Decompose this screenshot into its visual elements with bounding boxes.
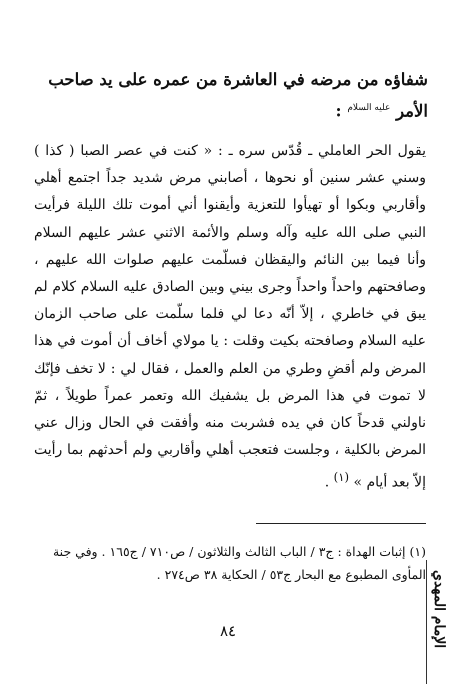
paragraph-text: يقول الحر العاملي ـ قُدّس سره ـ : « كنت في عصر الصبا ( كذا ) وسني عشر سنين أو نحوها ، أصابني مرض شديد جداً اجتمع أهلي وأقاربي وبكوا أو تهيأوا للتعزية وأيقنوا أني أموت تلك الليلة فرأيت النبي صلى الله عليه وآله وسلم والأئمة الاثني عشر عليهم السلام وأنا فيما بين النائم واليقظان فسلّمت عليهم صلوات الله عليهم ، وصافحتهم واحداً واحداً وجرى بيني وبين الصادق عليه السلام كلام لم يبق في خاطري ، إلاّ أنّه دعا لي فلما سلّمت على صاحب الزمان عليه السلام وصافحته بكيت وقلت : يا مولاي أخاف أن أموت في هذا المرض ولم أقضِ وطري من العلم والعمل ، فقال لي : لا تخف فإنّك لا تموت في هذا المرض بل يشفيك الله وتعمر عمراً طويلاً ، ثمّ ناولني قدحاً كان في يده فشربت منه وأفقت في الحال وزال عني المرض بالكلية ، وجلست فتعجب أهلي وأقاربي ولم أحدثهم بما رأيت إلاّ بعد أيام » — [34, 143, 426, 492]
body-paragraph — [34, 138, 426, 497]
margin-tab-text: الإمام المهدي — [431, 570, 447, 649]
section-heading — [28, 66, 428, 126]
page-number: ٨٤ — [219, 622, 237, 640]
footnote-text: (١) إثبات الهداة : ج٣ / الباب الثالث والثلاثون / ص٧١٠ / ج١٦٥ . وفي جنة المأوى المطبوع مع البحار ج٥٣ / الحكاية ٣٨ ص٢٧٤ . — [52, 544, 426, 582]
footnote — [34, 540, 426, 586]
heading-colon: : — [335, 101, 342, 121]
footnote-reference: (١) — [333, 470, 350, 485]
honorific-mark: عليه السلام — [347, 103, 391, 113]
heading-text: شفاؤه من مرضه في العاشرة من عمره على يد صاحب الأمر — [48, 70, 428, 121]
margin-tab — [426, 560, 449, 684]
paragraph-end: . — [324, 475, 330, 492]
footnote-separator — [256, 523, 426, 524]
